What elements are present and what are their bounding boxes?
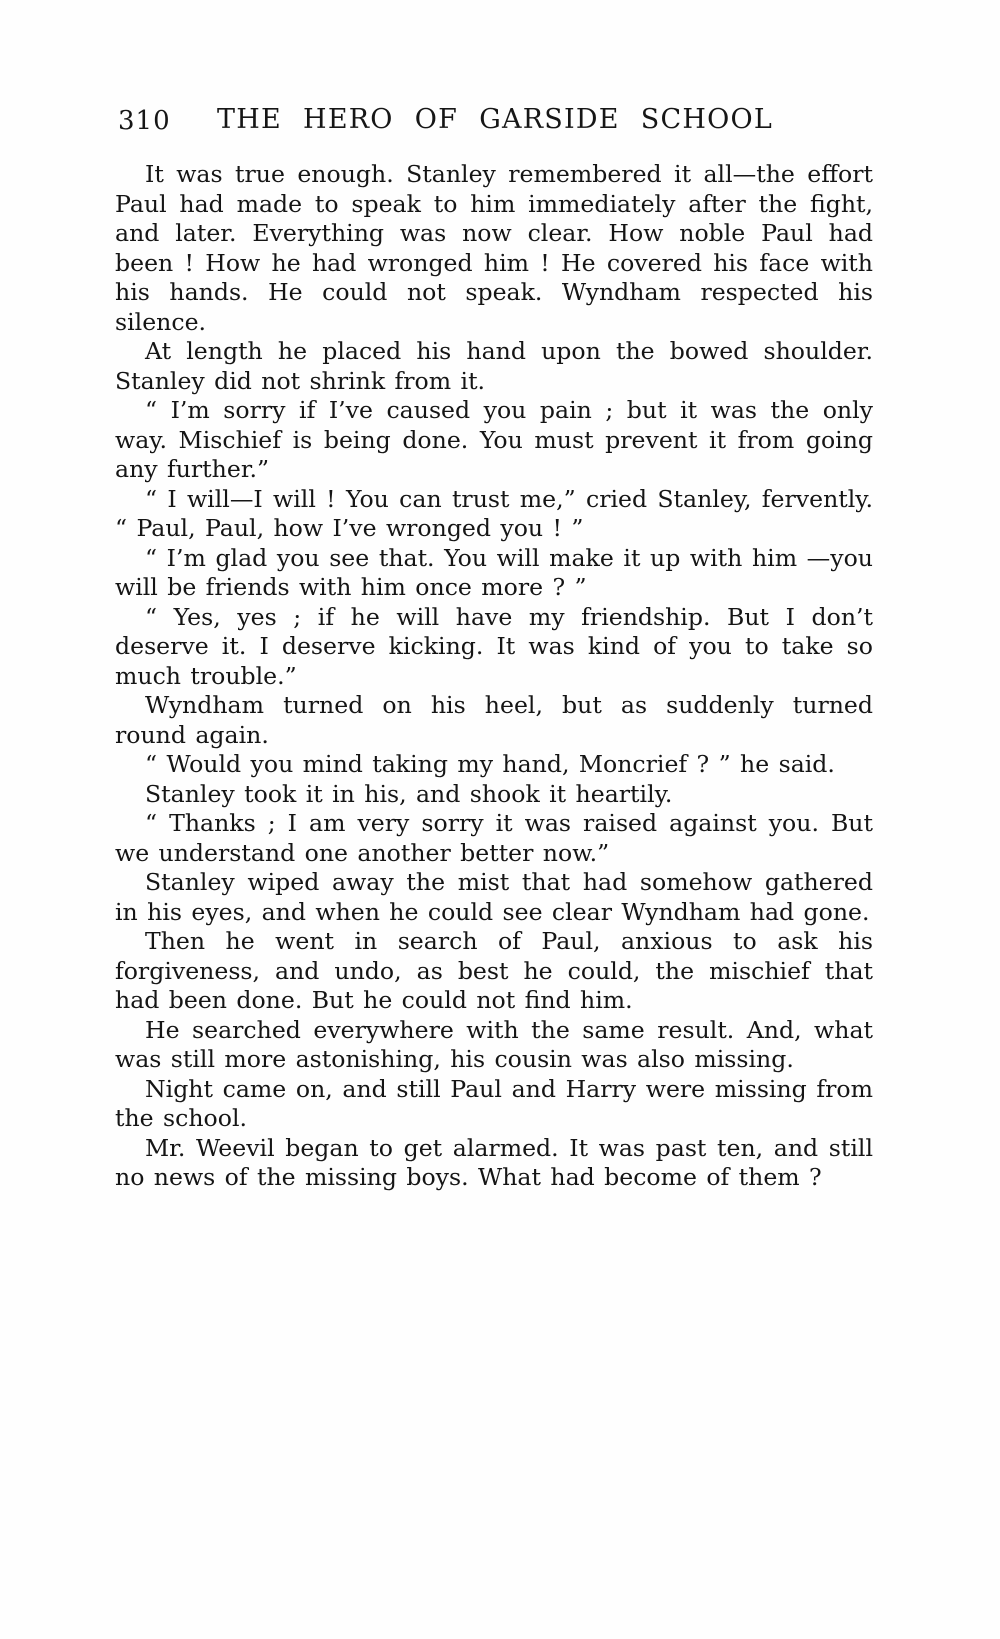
paragraph: Stanley took it in his, and shook it heartily. (145, 779, 673, 808)
paragraph: “ Would you mind taking my hand, Moncrief ? ” he said. (145, 750, 835, 778)
running-title: THE HERO OF GARSIDE SCHOOL (217, 104, 773, 135)
paragraph: “ I’m glad you see that. You will make it up with him —you will be friends with him once more ? ” (115, 543, 873, 601)
paragraph: Then he went in search of Paul, anxious to ask his forgiveness, and undo, as best he could, the mischief that had been done. But he could not find him. (115, 927, 873, 1014)
paragraph: At length he placed his hand upon the bowed shoulder. Stanley did not shrink from it. (115, 337, 873, 395)
paragraph: He searched everywhere with the same result. And, what was still more astonishing, his cousin was also missing. (115, 1015, 873, 1073)
paragraph: Wyndham turned on his heel, but as suddenly turned round again. (115, 691, 873, 749)
page-header (116, 104, 874, 138)
page-number: 310 (118, 106, 171, 136)
paragraph: Night came on, and still Paul and Harry were missing from the school. (115, 1074, 873, 1132)
paragraph: “ I’m sorry if I’ve caused you pain ; but it was the only way. Mischief is being done. You must prevent it from going any further.” (115, 396, 873, 483)
paragraph: Stanley wiped away the mist that had somehow gathered in his eyes, and when he could see clear Wyndham had gone. (115, 868, 873, 926)
paragraph: “ Thanks ; I am very sorry it was raised against you. But we understand one another better now.” (115, 809, 873, 867)
paragraph: “ I will—I will ! You can trust me,” cried Stanley, fervently. “ Paul, Paul, how I’ve wronged you ! ” (115, 484, 873, 542)
paragraph: It was true enough. Stanley remembered it all—the effort Paul had made to speak to him immediately after the fight, and later. Everything was now clear. How noble Paul had been ! How he had wronged him ! He covered his face with his hands. He could not speak. Wyndham respected his silence. (115, 160, 873, 336)
paragraph: Mr. Weevil began to get alarmed. It was past ten, and still no news of the missing boys. What had become of them ? (115, 1133, 873, 1191)
paragraph: “ Yes, yes ; if he will have my friendship. But I don’t deserve it. I deserve kicking. It was kind of you to take so much trouble.” (115, 602, 873, 690)
page-body (115, 160, 873, 1193)
